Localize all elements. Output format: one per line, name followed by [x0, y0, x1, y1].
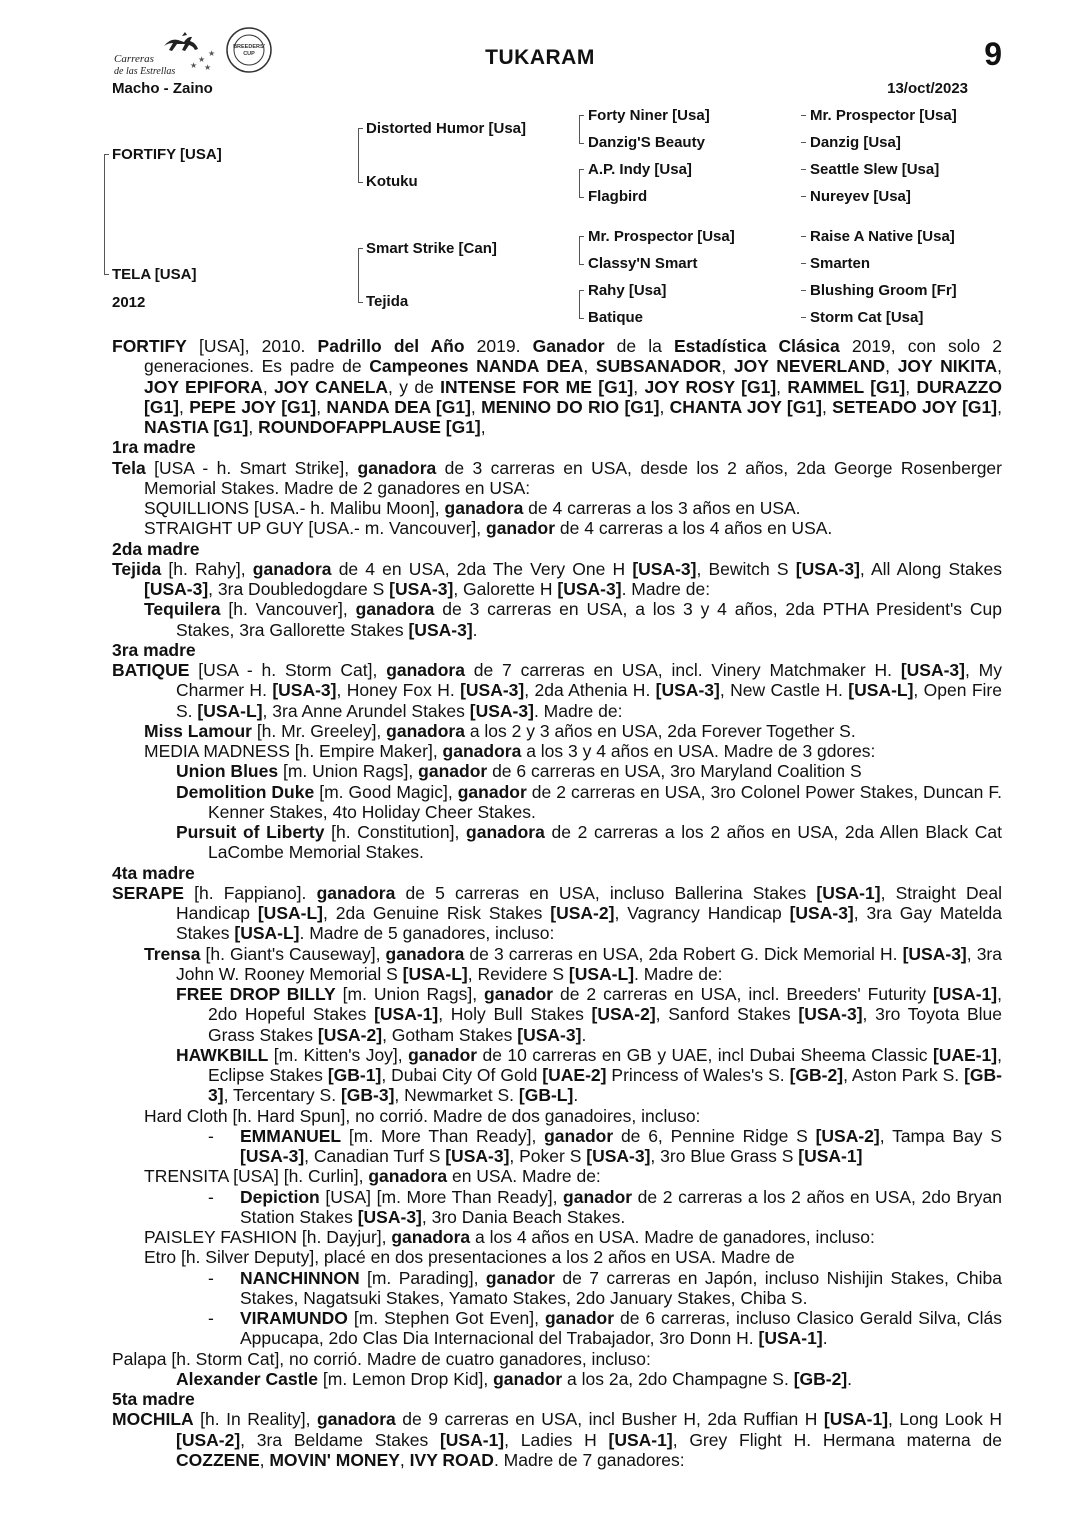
fourth-dam-produce-2: PAISLEY FASHION [h. Dayjur], ganadora a los 4 años en USA. Madre de ganadores, incluso:	[144, 1227, 875, 1247]
dam-sire: Smart Strike [Can]	[366, 240, 497, 257]
g3-1: Forty Niner [Usa]	[588, 107, 710, 124]
g4-6: Smarten	[810, 255, 871, 272]
g4-7: Blushing Groom [Fr]	[810, 282, 957, 299]
sire-sire: Distorted Humor [Usa]	[366, 120, 527, 137]
svg-text:★: ★	[204, 63, 212, 72]
fourth-dam-produce-2a: Etro [h. Silver Deputy], placé en dos presentaciones a los 2 años en USA. Madre de	[144, 1247, 795, 1268]
svg-text:★: ★	[190, 61, 198, 70]
third-dam-produce-2b: Demolition Duke [m. Good Magic], ganador de 2 carreras en USA, 3ro Colonel Power Stakes, Duncan F. Kenner Stakes, 4to Holiday Cheer Stakes.	[176, 781, 1002, 822]
heading-2da-madre: 2da madre	[112, 538, 200, 559]
lot-number: 9	[984, 36, 1002, 72]
third-dam-paragraph: BATIQUE [USA - h. Storm Cat], ganadora de 7 carreras en USA, incl. Vinery Matchmaker H. [USA-3], My Charmer H. [USA-3], Honey Fox H. [USA-3], 2da Athenia H. [USA-3], New Castle H. [USA-L], Open Fire S. [USA-L], 3ra Anne Arundel Stakes [USA-3]. Madre de:	[112, 660, 1002, 721]
sire-dam: Kotuku	[366, 173, 418, 190]
foal-year: 2012	[112, 294, 146, 311]
dam-paragraph: Tela [USA - h. Smart Strike], ganadora de 3 carreras en USA, desde los 2 años, 2da George Rosenberger Memorial Stakes. Madre de 2 ganadores en USA:	[112, 457, 1002, 498]
fourth-dam-produce-3: Palapa [h. Storm Cat], no corrió. Madre de cuatro ganadores, incluso:	[112, 1348, 651, 1369]
heading-1ra-madre: 1ra madre	[112, 437, 196, 458]
second-dam-paragraph: Tejida [h. Rahy], ganadora de 4 en USA, 2da The Very One H [USA-3], Bewitch S [USA-3], All Along Stakes [USA-3], 3ra Doubledogdare S [USA-3], Galorette H [USA-3]. Madre de:	[112, 558, 1003, 599]
produce-1: SQUILLIONS [USA.- h. Malibu Moon], ganadora de 4 carreras a los 3 años en USA.	[144, 498, 801, 518]
fourth-dam-produce-1a: FREE DROP BILLY [m. Union Rags], ganador de 2 carreras en USA, incl. Breeders' Futurity [USA-1], 2do Hopeful Stakes [USA-1], Holy Bull Stakes [USA-2], Sanford Stakes [USA-3], 3ro Toyota Blue Grass Stakes [USA-2], Gotham Stakes [USA-3].	[176, 984, 1003, 1045]
svg-text:BREEDERS': BREEDERS'	[233, 44, 265, 50]
svg-text:Carreras: Carreras	[114, 53, 154, 65]
svg-text:CUP: CUP	[243, 51, 255, 57]
fourth-dam-produce-2a1: - NANCHINNON [m. Parading], ganador de 7 carreras en Japón, incluso Nishijin Stakes, Chiba Stakes, Nagatsuki Stakes, Yamato Stakes, 2do January Stakes, Chiba S.	[208, 1267, 1002, 1308]
sale-date: 13/oct/2023	[887, 80, 968, 97]
fourth-dam-produce-1c1: - EMMANUEL [m. More Than Ready], ganador de 6, Pennine Ridge S [USA-2], Tampa Bay S [USA-3], Canadian Turf S [USA-3], Poker S [USA-3], 3ro Blue Grass S [USA-1]	[208, 1125, 1002, 1166]
fourth-dam-produce-1d1: - Depiction [USA] [m. More Than Ready], ganador de 2 carreras a los 2 años en USA, 2do Bryan Station Stakes [USA-3], 3ro Dania Beach Stakes.	[208, 1186, 1002, 1227]
g4-3: Seattle Slew [Usa]	[810, 161, 940, 178]
sex-color: Macho - Zaino	[112, 80, 213, 97]
catalog-body	[112, 336, 1002, 1470]
svg-text:★: ★	[208, 49, 216, 58]
g3-2: Danzig'S Beauty	[588, 134, 705, 151]
heading-4ta-madre: 4ta madre	[112, 862, 195, 883]
g4-2: Danzig [Usa]	[810, 134, 901, 151]
g4-4: Nureyev [Usa]	[810, 188, 911, 205]
second-dam-produce-1: Tequilera [h. Vancouver], ganadora de 3 carreras en USA, a los 3 y 4 años, 2da PTHA President's Cup Stakes, 3ra Gallorette Stakes [USA-3].	[144, 599, 1003, 640]
third-dam-produce-2: MEDIA MADNESS [h. Empire Maker], ganadora a los 3 y 4 años en USA. Madre de 3 gdores:	[144, 741, 876, 761]
svg-text:★: ★	[198, 55, 206, 64]
g4-1: Mr. Prospector [Usa]	[810, 107, 957, 124]
g3-7: Rahy [Usa]	[588, 282, 667, 299]
produce-2: STRAIGHT UP GUY [USA.- m. Vancouver], ganador de 4 carreras a los 4 años en USA.	[144, 518, 833, 539]
horse-name: TUKARAM	[485, 46, 595, 69]
fourth-dam-produce-3a: Alexander Castle [m. Lemon Drop Kid], ganador a los 2a, 2do Champagne S. [GB-2].	[176, 1368, 853, 1389]
fourth-dam-paragraph: SERAPE [h. Fappiano]. ganadora de 5 carreras en USA, incluso Ballerina Stakes [USA-1], Straight Deal Handicap [USA-L], 2da Genuine Risk Stakes [USA-2], Vagrancy Handicap [USA-3], 3ra Gay Matelda Stakes [USA-L]. Madre de 5 ganadores, incluso:	[112, 882, 1003, 944]
fifth-dam-paragraph: MOCHILA [h. In Reality], ganadora de 9 carreras en USA, incl Busher H, 2da Ruffian H [USA-1], Long Look H [USA-2], 3ra Beldame Stakes [USA-1], Ladies H [USA-1], Grey Flight H. Hermana materna de COZZENE, MOVIN' MONEY, IVY ROAD. Madre de 7 ganadores:	[112, 1409, 1003, 1470]
dam-dam: Tejida	[366, 293, 409, 310]
third-dam-produce-2c: Pursuit of Liberty [h. Constitution], ganadora de 2 carreras a los 2 años en USA, 2da Allen Black Cat LaCombe Memorial Stakes.	[176, 822, 1003, 863]
g3-3: A.P. Indy [Usa]	[588, 161, 692, 178]
g3-4: Flagbird	[588, 188, 648, 205]
fourth-dam-produce-1c: Hard Cloth [h. Hard Spun], no corrió. Madre de dos ganadoires, incluso:	[144, 1105, 701, 1126]
g3-6: Classy'N Smart	[588, 255, 698, 272]
g4-5: Raise A Native [Usa]	[810, 228, 955, 245]
fourth-dam-produce-2a2: - VIRAMUNDO [m. Stephen Got Even], ganador de 6 carreras, incluso Clasico Gerald Silva, Clás Appucapa, 2do Clas Dia Internacional del Trabajador, 3ro Donn H. [USA-1].	[208, 1308, 1002, 1349]
g3-5: Mr. Prospector [Usa]	[588, 228, 735, 245]
heading-5ta-madre: 5ta madre	[112, 1389, 195, 1409]
fourth-dam-produce-1: Trensa [h. Giant's Causeway], ganadora de 3 carreras en USA, 2da Robert G. Dick Memorial H. [USA-3], 3ra John W. Rooney Memorial S [USA-L], Revidere S [USA-L]. Madre de:	[144, 943, 1002, 984]
g3-8: Batique	[588, 309, 644, 326]
third-dam-produce-1: Miss Lamour [h. Mr. Greeley], ganadora a los 2 y 3 años en USA, 2da Forever Together S.	[144, 720, 856, 741]
svg-text:de las Estrellas: de las Estrellas	[114, 66, 176, 77]
heading-3ra-madre: 3ra madre	[112, 639, 196, 660]
third-dam-produce-2a: Union Blues [m. Union Rags], ganador de 6 carreras en USA, 3ro Maryland Coalition S	[176, 761, 862, 782]
dam: TELA [USA]	[112, 266, 197, 283]
g4-8: Storm Cat [Usa]	[810, 309, 924, 326]
fourth-dam-produce-1b: HAWKBILL [m. Kitten's Joy], ganador de 10 carreras en GB y UAE, incl Dubai Sheema Classic [UAE-1], Eclipse Stakes [GB-1], Dubai City Of Gold [UAE-2] Princess of Wales's S. [GB-2], Aston Park S. [GB-3], Tercentary S. [GB-3], Newmarket S. [GB-L].	[176, 1044, 1002, 1106]
sire-paragraph: FORTIFY [USA], 2010. Padrillo del Año 2019. Ganador de la Estadística Clásica 2019, con solo 2 generaciones. Es padre de Campeones NANDA DEA, SUBSANADOR, JOY NEVERLAND, JOY NIKITA, JOY EPIFORA, JOY CANELA, y de INTENSE FOR ME [G1], JOY ROSY [G1], RAMMEL [G1], DURAZZO [G1], PEPE JOY [G1], NANDA DEA [G1], MENINO DO RIO [G1], CHANTA JOY [G1], SETEADO JOY [G1], NASTIA [G1], ROUNDOFAPPLAUSE [G1],	[112, 336, 1002, 437]
sire: FORTIFY [USA]	[112, 146, 222, 163]
fourth-dam-produce-1d: TRENSITA [USA] [h. Curlin], ganadora en USA. Madre de:	[144, 1166, 601, 1187]
